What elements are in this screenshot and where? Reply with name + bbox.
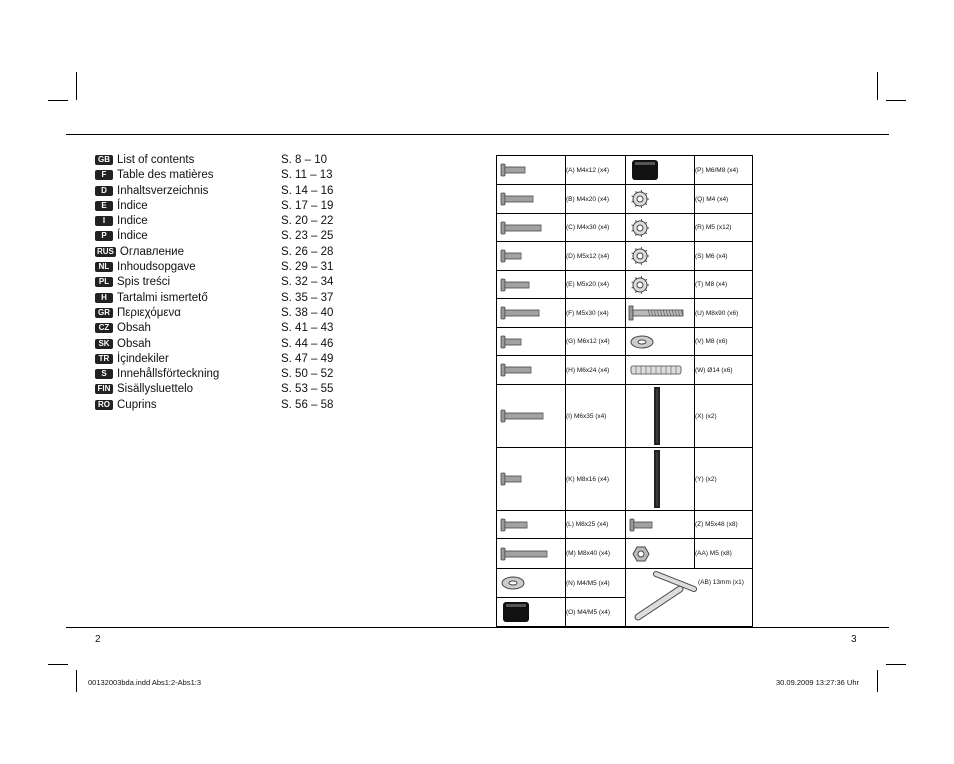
toc-pages: S. 26 – 28 (281, 245, 334, 258)
toc-title: Sisällysluettelo (117, 383, 194, 396)
part-label: (C) M4x30 (x4) (566, 214, 626, 242)
toc-title: Περιεχόμενα (117, 306, 181, 319)
language-badge: P (95, 231, 113, 241)
toc-pages: S. 29 – 31 (281, 261, 334, 274)
part-label: (H) M6x24 (x4) (566, 356, 626, 385)
toc-entry (95, 321, 355, 336)
crop-mark (877, 670, 878, 692)
header-rule (66, 134, 889, 135)
toc-entry (95, 367, 355, 382)
part-label: (A) M4x12 (x4) (566, 156, 626, 185)
toc-title: Spis treści (117, 276, 171, 289)
footer-rule (66, 627, 889, 628)
parts-row (497, 185, 753, 214)
part-label: (L) M8x25 (x4) (566, 511, 626, 539)
toc-entry (95, 352, 355, 367)
wall-plug-icon (626, 356, 695, 385)
toc-pages: S. 56 – 58 (281, 398, 334, 411)
language-badge: E (95, 201, 113, 211)
language-badge: S (95, 369, 113, 379)
page-number-left: 2 (95, 634, 101, 645)
part-label: (I) M6x35 (x4) (566, 385, 626, 448)
rod-icon (626, 385, 695, 448)
part-label: (Z) M5x48 (x8) (695, 511, 753, 539)
toc-title: Tartalmi ismertető (117, 291, 208, 304)
toc-pages: S. 23 – 25 (281, 230, 334, 243)
part-label: (B) M4x20 (x4) (566, 185, 626, 214)
crop-mark (48, 664, 68, 665)
lock-washer-icon (626, 185, 695, 214)
rod-icon (626, 448, 695, 511)
language-badge: TR (95, 354, 113, 364)
part-label: (T) M8 (x4) (695, 271, 753, 299)
screw-icon (626, 511, 695, 539)
toc-entry (95, 306, 355, 321)
toc-title: Table des matières (117, 169, 214, 182)
language-badge: RO (95, 400, 113, 410)
toc-entry (95, 214, 355, 229)
part-label: (E) M5x20 (x4) (566, 271, 626, 299)
part-label: (N) M4/M5 (x4) (566, 569, 626, 598)
parts-row (497, 271, 753, 299)
parts-row (497, 356, 753, 385)
toc-pages: S. 44 – 46 (281, 337, 334, 350)
toc-title: Cuprins (117, 398, 157, 411)
toc-title: Obsah (117, 337, 151, 350)
part-label: (V) M8 (x6) (695, 328, 753, 356)
language-badge: FIN (95, 384, 113, 394)
part-label: (M) M8x40 (x4) (566, 539, 626, 569)
toc-title: Inhaltsverzeichnis (117, 184, 209, 197)
parts-row (497, 539, 753, 569)
parts-row (497, 569, 753, 598)
crop-mark (76, 670, 77, 692)
toc-entry (95, 168, 355, 183)
language-badge: NL (95, 262, 113, 272)
language-badge: CZ (95, 323, 113, 333)
parts-row (497, 299, 753, 328)
toc-entry (95, 245, 355, 260)
toc-pages: S. 11 – 13 (281, 169, 333, 182)
parts-row (497, 328, 753, 356)
language-badge: GB (95, 155, 113, 165)
screw-icon (497, 539, 566, 569)
part-label: (K) M8x16 (x4) (566, 448, 626, 511)
toc-entry (95, 153, 355, 168)
screw-icon (497, 156, 566, 185)
slug-right: 30.09.2009 13:27:36 Uhr (776, 678, 859, 687)
crop-mark (877, 72, 878, 100)
crop-mark (76, 72, 77, 100)
screw-icon (497, 328, 566, 356)
parts-row (497, 385, 753, 448)
screw-icon (497, 271, 566, 299)
part-label: (AB) 13mm (x1) (698, 579, 744, 586)
part-label: (D) M5x12 (x4) (566, 242, 626, 271)
toc-entry (95, 184, 355, 199)
page-number-right: 3 (851, 634, 857, 645)
part-label: (W) Ø14 (x6) (695, 356, 753, 385)
toc-entry (95, 275, 355, 290)
toc-title: Índice (117, 199, 148, 212)
parts-row (497, 242, 753, 271)
screw-icon (497, 242, 566, 271)
part-label: (AA) M5 (x8) (695, 539, 753, 569)
toc-entry (95, 291, 355, 306)
screw-icon (497, 185, 566, 214)
slug-left: 00132003bda.indd Abs1:2-Abs1:3 (88, 678, 202, 687)
toc-entry (95, 382, 355, 397)
toc-title: Índice (117, 230, 148, 243)
language-badge: I (95, 216, 113, 226)
language-badge: PL (95, 277, 113, 287)
screw-icon (497, 299, 566, 328)
language-badge: F (95, 170, 113, 180)
screw-icon (497, 511, 566, 539)
toc-pages: S. 32 – 34 (281, 276, 334, 289)
part-label: (S) M6 (x4) (695, 242, 753, 271)
crop-mark (886, 664, 906, 665)
part-label: (Y) (x2) (695, 448, 753, 511)
parts-row (497, 214, 753, 242)
washer-icon (497, 569, 566, 598)
lock-washer-icon (626, 242, 695, 271)
toc-entry (95, 199, 355, 214)
part-label: (O) M4/M5 (x4) (566, 598, 626, 627)
part-label: (U) M8x90 (x6) (695, 299, 753, 328)
lock-washer-icon (626, 214, 695, 242)
part-label: (X) (x2) (695, 385, 753, 448)
toc-pages: S. 41 – 43 (281, 322, 334, 335)
language-badge: RUS (97, 246, 114, 256)
toc-pages: S. 17 – 19 (281, 199, 334, 212)
toc-pages: S. 35 – 37 (281, 291, 334, 304)
lag-bolt-icon (626, 299, 695, 328)
toc-title: Indice (117, 215, 148, 228)
parts-row (497, 448, 753, 511)
toc-pages: S. 50 – 52 (281, 368, 334, 381)
part-label: (Q) M4 (x4) (695, 185, 753, 214)
screw-icon (497, 385, 566, 448)
toc-title: List of contents (117, 154, 195, 166)
language-badge: H (95, 293, 113, 303)
toc-title: Innehållsförteckning (117, 368, 220, 381)
spacer-icon (497, 598, 566, 627)
toc-entry (95, 260, 355, 275)
toc-entry (95, 229, 355, 244)
crop-mark (48, 100, 68, 101)
toc-entry (95, 398, 355, 413)
toc-pages: S. 53 – 55 (281, 383, 334, 396)
toc-pages: S. 38 – 40 (281, 306, 334, 319)
toc-title: Obsah (117, 322, 151, 335)
part-label: (G) M6x12 (x4) (566, 328, 626, 356)
washer-icon (626, 328, 695, 356)
lock-washer-icon (626, 271, 695, 299)
toc-title: Inhoudsopgave (117, 261, 196, 274)
toc-title: Оглавление (119, 245, 185, 258)
toc-title: İçindekiler (117, 352, 169, 365)
toc-pages: S. 20 – 22 (281, 215, 334, 228)
screw-icon (497, 448, 566, 511)
toc-entry (95, 337, 355, 352)
table-of-contents (95, 153, 355, 413)
part-label: (R) M5 (x12) (695, 214, 753, 242)
toc-pages: S. 14 – 16 (281, 184, 334, 197)
toc-pages: S. 8 – 10 (281, 154, 328, 166)
language-badge: SK (95, 339, 113, 349)
part-label: (P) M6/M8 (x4) (695, 156, 753, 185)
parts-row (497, 511, 753, 539)
crop-mark (886, 100, 906, 101)
nut-icon (626, 539, 695, 569)
parts-row (497, 156, 753, 185)
toc-pages: S. 47 – 49 (281, 352, 334, 365)
screw-icon (497, 356, 566, 385)
socket-wrench-icon (626, 569, 753, 627)
screw-icon (497, 214, 566, 242)
language-badge: GR (95, 308, 113, 318)
spacer-icon (626, 156, 695, 185)
language-badge: D (95, 186, 113, 196)
part-label: (F) M5x30 (x4) (566, 299, 626, 328)
parts-table (496, 155, 753, 627)
